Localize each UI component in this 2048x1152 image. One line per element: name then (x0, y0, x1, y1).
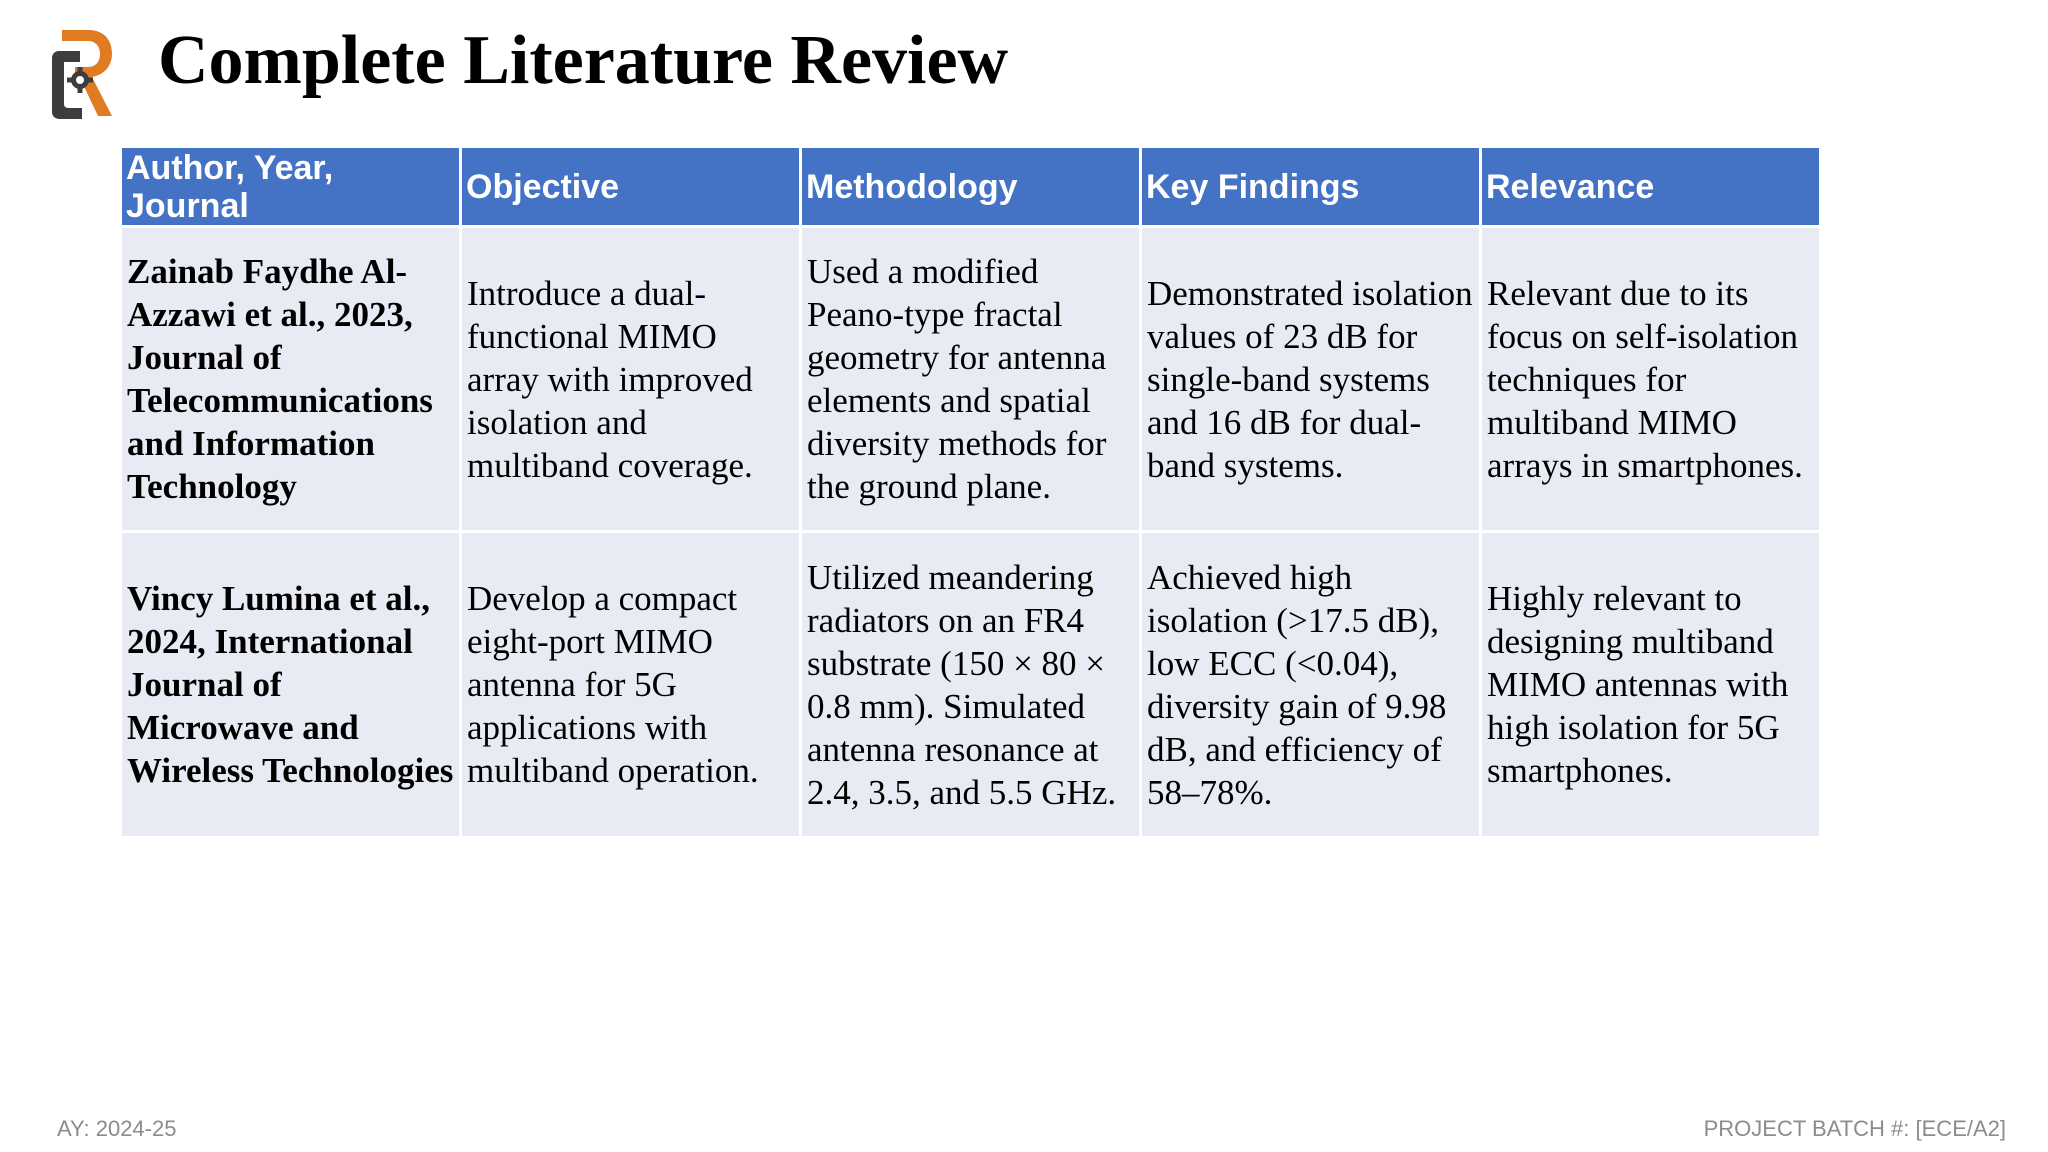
project-batch-footer: PROJECT BATCH #: [ECE/A2] (1703, 1116, 2006, 1141)
literature-review-table (119, 145, 1822, 839)
cell-key-findings: Demonstrated isolation values of 23 dB for single-band systems and 16 dB for dual-band systems. (1141, 227, 1481, 532)
academic-year-footer: AY: 2024-25 (57, 1116, 177, 1141)
cell-relevance: Relevant due to its focus on self-isolation techniques for multiband MIMO arrays in smartphones. (1481, 227, 1821, 532)
cell-author: Vincy Lumina et al., 2024, International Journal of Microwave and Wireless Technologies (121, 532, 461, 838)
cell-methodology: Used a modified Peano-type fractal geometry for antenna elements and spatial diversity methods for the ground plane. (801, 227, 1141, 532)
column-header-key-findings: Key Findings (1141, 147, 1481, 227)
cell-author: Zainab Faydhe Al-Azzawi et al., 2023, Journal of Telecommunications and Information Technology (121, 227, 461, 532)
r-gear-logo-icon (48, 28, 114, 120)
cell-relevance: Highly relevant to designing multiband MIMO antennas with high isolation for 5G smartphones. (1481, 532, 1821, 838)
table-row (121, 532, 1821, 838)
column-header-author: Author, Year, Journal (121, 147, 461, 227)
page-title: Complete Literature Review (158, 22, 1009, 99)
column-header-objective: Objective (461, 147, 801, 227)
cell-objective: Develop a compact eight-port MIMO antenna for 5G applications with multiband operation. (461, 532, 801, 838)
column-header-methodology: Methodology (801, 147, 1141, 227)
table-header-row (121, 147, 1821, 227)
cell-objective: Introduce a dual-functional MIMO array with improved isolation and multiband coverage. (461, 227, 801, 532)
column-header-relevance: Relevance (1481, 147, 1821, 227)
table-row (121, 227, 1821, 532)
cell-key-findings: Achieved high isolation (>17.5 dB), low ECC (<0.04), diversity gain of 9.98 dB, and efficiency of 58–78%. (1141, 532, 1481, 838)
cell-methodology: Utilized meandering radiators on an FR4 substrate (150 × 80 × 0.8 mm). Simulated antenna resonance at 2.4, 3.5, and 5.5 GHz. (801, 532, 1141, 838)
